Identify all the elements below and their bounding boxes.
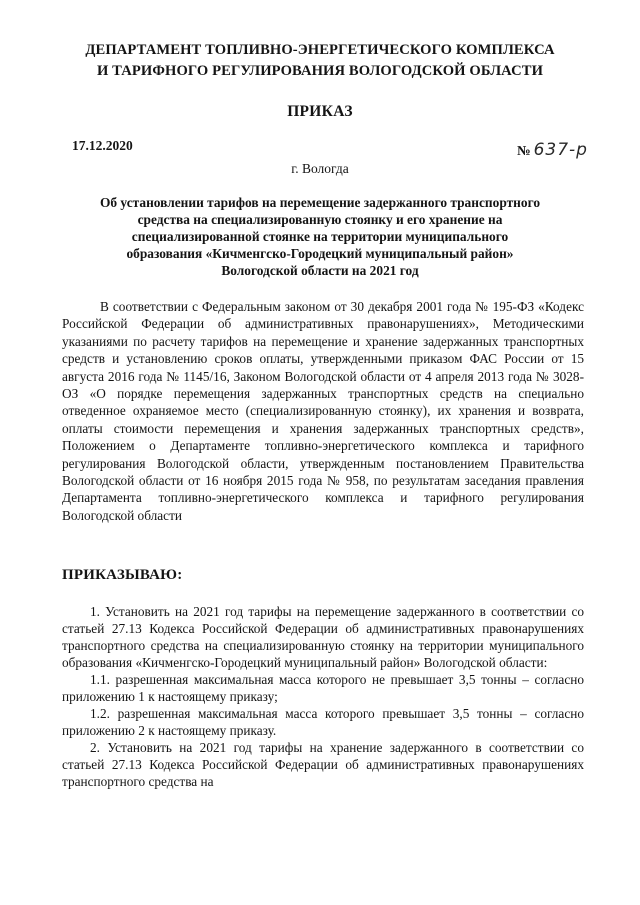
department-line-1: ДЕПАРТАМЕНТ ТОПЛИВНО-ЭНЕРГЕТИЧЕСКОГО КОМПЛЕКСА (85, 42, 555, 58)
document-type: ПРИКАЗ (287, 103, 353, 120)
order-subject (70, 194, 570, 279)
order-date: 17.12.2020 (72, 138, 133, 153)
department-line-2: И ТАРИФНОГО РЕГУЛИРОВАНИЯ ВОЛОГОДСКОЙ ОБЛАСТИ (96, 63, 544, 79)
order-item-1: 1. Установить на 2021 год тарифы на перемещение задержанного в соответствии со статьей 27.13 Кодекса Российской Федерации об административных правонарушениях транспортного средства на специализированную стоянку на территории муниципального образования «Кичменгско-Городецкий муниципальный район» Вологодской области: (62, 604, 584, 670)
order-item-2: 2. Установить на 2021 год тарифы на хранение задержанного в соответствии со статьей 27.13 Кодекса Российской Федерации об административных правонарушениях транспортного средства на (62, 740, 584, 789)
subject-line-5: Вологодской области на 2021 год (221, 263, 419, 278)
order-item-1-1: 1.1. разрешенная максимальная масса которого не превышает 3,5 тонны – согласно приложению 1 к настоящему приказу; (62, 672, 584, 704)
order-number (517, 140, 588, 160)
department-name (60, 40, 580, 82)
subject-line-3: специализированной стоянке на территории муниципального (131, 229, 509, 244)
city: г. Вологда (291, 161, 349, 176)
preamble-text: В соответствии с Федеральным законом от 30 декабря 2001 года № 195-ФЗ «Кодекс Российской Федерации об административных правонарушениях», Методическими указаниями по расчету тарифов на перемещение и хранение задержанных транспортных средств и установлению сроков оплаты, утвержденными приказом ФАС России от 15 августа 2016 года № 1145/16, Законом Вологодской области от 4 апреля 2013 года № 3028-ОЗ «О порядке перемещения задержанных транспортных средств на специально отведенное охраняемое место (специализированную стоянку), их хранения и возврата, оплаты стоимости перемещения и хранения задержанных транспортных средств», Положением о Департаменте топливно-энергетического комплекса и тарифного регулирования Вологодской области, утвержденным постановлением Правительства Вологодской области от 16 ноября 2015 года № 958, по результатам заседания правления Департамента топливно-энергетического комплекса и тарифного регулирования Вологодской области (62, 299, 584, 523)
preamble (62, 298, 584, 524)
order-word: ПРИКАЗЫВАЮ: (62, 567, 183, 583)
subject-line-2: средства на специализированную стоянку и его хранение на (137, 212, 503, 227)
order-items (62, 603, 584, 790)
subject-line-1: Об установлении тарифов на перемещение задержанного транспортного (99, 195, 541, 210)
subject-line-4: образования «Кичменгско-Городецкий муниципальный район» (126, 246, 514, 261)
number-sign: № (517, 143, 531, 158)
order-item-1-2: 1.2. разрешенная максимальная масса которого превышает 3,5 тонны – согласно приложению 2 к настоящему приказу. (62, 706, 584, 738)
handwritten-number: 637-р (533, 140, 588, 160)
